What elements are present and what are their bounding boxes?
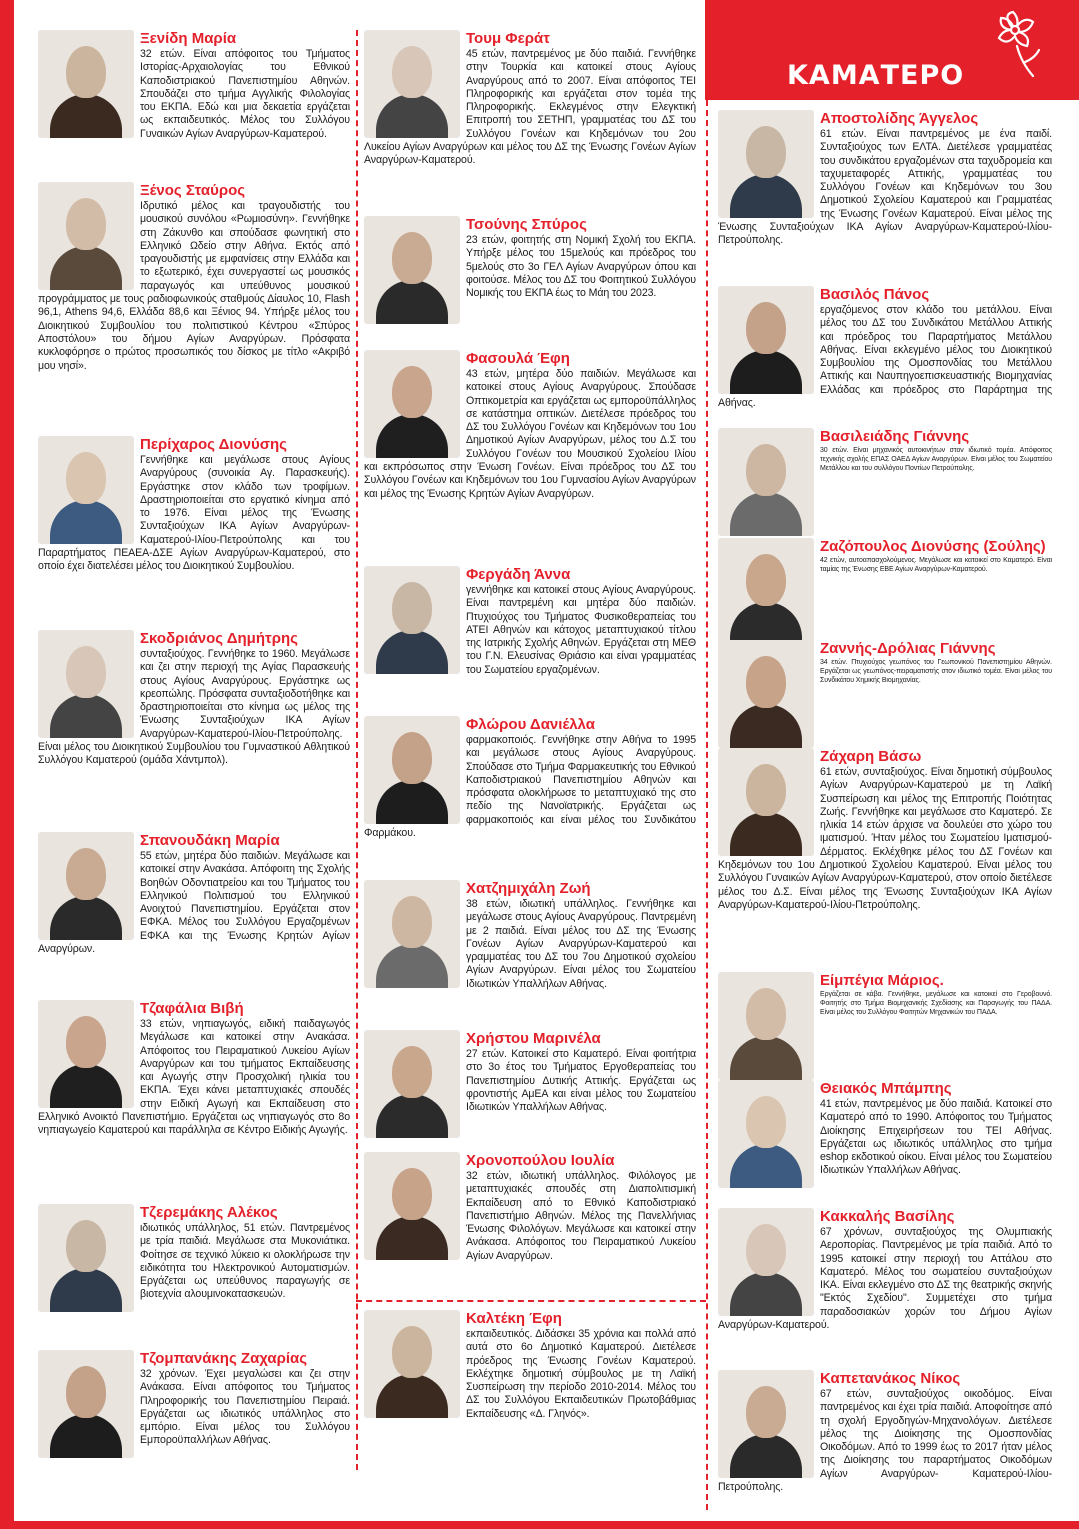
- candidate-bio: 38 ετών, ιδιωτική υπάλληλος. Γεννήθηκε και μεγάλωσε στους Αγίους Αναργύρους. Παντρεμένη με 2 παιδιά. Είναι μέλος του ΔΣ της Ένωσης Γονέων Αγίων Αναργύρων-Καματερού και γραμματέας του ΔΣ του 7ου Δημοτικού σχολείου Αγίων Αναργύρων. Είναι μέλος του Σωματείου Ιδιωτικών Υπαλλήλων Αθήνας.: [466, 898, 696, 990]
- candidate-photo: [38, 436, 134, 544]
- candidate-bio: 61 ετών, συνταξιούχος. Είναι δημοτική σύμβουλος Αγίων Αναργύρων-Καματερού με τη Λαϊκή Συσπείρωση και μέλος της Επιτροπής Ποιότητας Ζωής. Γεννήθηκε και μεγάλωσε στο Καματερό. Σε ηλικία 14 ετών άρχισε να δουλεύει στο χώρο του ιματισμού. Ήταν μέλος του Σωματείου Ιματισμού-Δέρματος. Εκλέχθηκε μέλος του ΔΣ Γονέων και Κηδεμόνων του 1ου Δημοτικού Σχολείου Καματερού. Είναι μέλος του Συλλόγου Γυναικών Αγίων Αναργύρων-Καματερού, στον οποίο διετέλεσε μέλος του Δ.Σ. Είναι μέλος της Ένωσης Συνταξιούχων ΙΚΑ Αγίων Αναργύρων-Καματερού-Ιλίου-Πετρούπολης.: [718, 766, 1052, 911]
- candidate-name: Βασιλειάδης Γιάννης: [820, 428, 970, 445]
- candidate-photo: [364, 216, 460, 324]
- candidate-bio: 67 ετών, συνταξιούχος οικοδόμος. Είναι παντρεμένος και έχει τρία παιδιά. Αποφοίτησε από τη σχολή Εργοδηγών-Μηχανολόγων. Διετέλεσε μέλος της Διοίκησης της Ομοσπονδίας Οικοδόμων. Από το 1999 έως το 2017 ήταν μέλος της Διοίκησης του παραρτήματος Οικοδόμων Αγίων Αναργύρων- Καματερού-Ιλίου-Πετρούπολης.: [718, 1388, 1052, 1494]
- candidate-photo: [718, 1370, 814, 1478]
- candidate-bio: 27 ετών. Κατοικεί στο Καματερό. Είναι φοιτήτρια στο 3ο έτος του Τμήματος Εργοθεραπείας του Πανεπιστημίου Δυτικής Αττικής. Εργάζεται ως φροντιστής ΑμΕΑ και είναι μέλος του Σωματείου Ιδιωτικών Υπαλλήλων Αθήνας.: [466, 1048, 696, 1114]
- candidate-card: [718, 748, 1052, 912]
- candidate-bio: Εργάζεται σε κάβα. Γεννήθηκε, μεγάλωσε και κατοικεί στο Γεροβουνό. Φοιτητής στο Τμήμα Βιομηχανικής Σχεδίασης και Παραγωγής του ΠΑΔΑ. Είναι μέλος του Συλλόγου Φοιτητών Μηχανικών του ΠΑΔΑ.: [820, 991, 1052, 1017]
- candidate-photo: [718, 428, 814, 536]
- candidate-card: [364, 216, 696, 326]
- candidate-photo: [718, 1208, 814, 1316]
- candidate-card: [718, 538, 1052, 648]
- candidate-name: Βασιλός Πάνος: [820, 286, 930, 303]
- candidate-card: [718, 1080, 1052, 1190]
- candidate-bio: γεννήθηκε και κατοικεί στους Αγίους Αναργύρους. Είναι παντρεμένη και μητέρα δύο παιδιών. Πτυχιούχος του Τμήματος Φυσικοθεραπείας του ΑΤΕΙ Αθηνών και κάτοχος μεταπτυχιακού τίτλου της Ιατρικής Σχολής Αθηνών. Εργάζεται στη ΜΕΘ του Γ.Ν. Ελευσίνας Θριάσιο και είναι γραμματέας του Σωματείου εργαζομένων.: [466, 584, 696, 676]
- candidate-name: Αποστολίδης Άγγελος: [820, 110, 979, 127]
- candidate-photo: [364, 880, 460, 988]
- candidate-bio: 67 χρόνων, συνταξιούχος της Ολυμπιακής Αεροπορίας. Παντρεμένος με τρία παιδιά. Από το 1995 κατοικεί στην περιοχή του Αττάλου στο Καματερό. Μέλος του σωματείου συνταξιούχων ΙΚΑ. Είναι εκλεγμένο στο ΔΣ της θεατρικής σκηνής "Εκτός Σχεδίου". Συμμετέχει στο τμήμα παραδοσιακών χορών του Δήμου Αγίων Αναργύρων-Καματερού.: [718, 1226, 1052, 1332]
- candidate-card: [38, 1204, 350, 1314]
- candidate-card: [364, 350, 696, 501]
- candidate-photo: [38, 182, 134, 290]
- candidate-photo: [364, 1030, 460, 1138]
- candidate-name: Τζομπανάκης Ζαχαρίας: [140, 1350, 308, 1367]
- candidate-bio: εργαζόμενος στον κλάδο του μετάλλου. Είναι μέλος του ΔΣ του Συνδικάτου Μετάλλου Αττικής και πρόεδρος του Παραρτήματος Μετάλλου Αθήνας. Είναι εκλεγμένο μέλος του Διοικητικού Συμβουλίου της Ομοσπονδίας του Μετάλλου Αττικής και Ναυπηγοεπισκευαστικής Βιομηχανίας Ελλάδας και πρόεδρος στο Παράρτημα της Αθήνας.: [718, 304, 1052, 410]
- candidate-bio: 41 ετών, παντρεμένος με δύο παιδιά. Κατοικεί στο Καματερό από το 1990. Απόφοιτος του Τμήματος Διοίκησης Επιχειρήσεων του ΤΕΙ Αθήνας. Εργάζεται ως ιδιωτικός υπάλληλος στο τμήμα eshop εκδοτικού οίκου. Είναι μέλος του Σωματείου Ιδιωτικών Υπαλλήλων Αθήνας.: [820, 1098, 1052, 1177]
- candidate-card: [38, 1350, 350, 1460]
- candidate-name: Τουμ Φεράτ: [466, 30, 550, 47]
- candidate-name: Ξένος Σταύρος: [140, 182, 246, 199]
- candidate-bio: 32 ετών, ιδιωτική υπάλληλος. Φιλόλογος με μεταπτυχιακές σπουδές στη Διαπολιτισμική Εκπαίδευση από το Εθνικό Καποδιστριακό Πανεπιστήμιο Αθηνών. Μέλος της Πανελλήνιας Ένωσης Φιλολόγων. Μεγάλωσε και κατοικεί στην Ανάκασα. Απόφοιτος του Πειραματικού Λυκείου Αγίων Αναργύρων.: [466, 1170, 696, 1262]
- candidate-photo: [38, 30, 134, 138]
- column-divider: [356, 30, 358, 1470]
- section-title: ΚΑΜΑΤΕΡΟ: [787, 60, 965, 91]
- candidate-name: Σπανουδάκη Μαρία: [140, 832, 280, 849]
- candidate-card: [718, 972, 1052, 1082]
- candidate-card: [38, 832, 350, 956]
- candidate-name: Σκοδριάνος Δημήτρης: [140, 630, 298, 647]
- candidate-card: [364, 1310, 696, 1421]
- candidate-name: Τζερεμάκης Αλέκος: [140, 1204, 278, 1221]
- candidate-photo: [718, 972, 814, 1080]
- candidate-card: [364, 30, 696, 168]
- candidate-photo: [364, 350, 460, 458]
- candidate-name: Είμπέγια Μάριος.: [820, 972, 944, 989]
- candidate-name: Φασουλά Έφη: [466, 350, 570, 367]
- candidate-photo: [38, 1204, 134, 1312]
- candidate-bio: 23 ετών, φοιτητής στη Νομική Σχολή του ΕΚΠΑ. Υπήρξε μέλος του 15μελούς και πρόεδρος του 5μελούς στο 3ο ΓΕΛ Αγίων Αναργύρων όπου και φοιτούσε. Μέλος του ΔΣ του Φοιτητικού Συλλόγου Νομικής του ΕΚΠΑ έως το Μάη του 2023.: [466, 234, 696, 300]
- candidate-card: [38, 1000, 350, 1138]
- candidate-name: Τσούνης Σπύρος: [466, 216, 587, 233]
- candidate-bio: Γεννήθηκε και μεγάλωσε στους Αγίους Αναργύρους (συνοικία Αγ. Παρασκευής). Εργάστηκε στον κλάδο των τροφίμων. Δραστηριοποιείται στο εργατικό κίνημα από το 1976. Είναι μέλος της Ένωσης Συνταξιούχων ΙΚΑ Αγίων Αναργύρων-Καματερού-Ιλίου-Πετρούπολης και του Παραρτήματος ΠΕΑΕΑ-ΔΣΕ Αγίων Αναργύρων-Καματερού, στο οποίο έχει διατελέσει μέλος του Διοικητικού Συμβουλίου.: [38, 454, 350, 573]
- carnation-icon: [973, 6, 1053, 86]
- candidate-photo: [364, 30, 460, 138]
- candidate-bio: 30 ετών. Είναι μηχανικός αυτοκινήτων στον ιδιωτικό τομέα. Απόφοιτος τεχνικής σχολής ΕΠΑΣ ΟΑΕΔ Αγίων Αναργύρων. Είναι μέλος του Σωματείου Μετάλλου και του συλλόγου Ποντίων Πετρούπολης.: [820, 447, 1052, 473]
- candidate-bio: 55 ετών, μητέρα δύο παιδιών. Μεγάλωσε και κατοικεί στην Ανακάσα. Απόφοιτη της Σχολής Βοηθών Οδοντιατρείου και του Τμήματος του Ελληνικού Πολιτισμού του Ελληνικού Ανοιχτού Πανεπιστημίου. Εργάζεται στον ΕΦΚΑ. Μέλος του Συλλόγου Εργαζομένων ΕΦΚΑ και της Ένωσης Κρητών Αγίων Αναργύρων.: [38, 850, 350, 956]
- candidate-photo: [38, 1000, 134, 1108]
- candidate-bio: 32 ετών. Είναι απόφοιτος του Τμήματος Ιστορίας-Αρχαιολογίας του Εθνικού Καποδιστριακού Πανεπιστημίου Αθηνών. Σπουδάζει στο τμήμα Αγγλικής Φιλολογίας του ΕΚΠΑ. Εδώ και μια δεκαετία εργάζεται ως εκπαιδευτικός. Μέλος του Συλλόγου Γυναικών Αγίων Αναργύρων-Καματερού.: [140, 48, 350, 140]
- candidate-photo: [718, 1080, 814, 1188]
- candidate-card: [38, 630, 350, 768]
- candidate-name: Θειακός Μπάμπης: [820, 1080, 952, 1097]
- candidate-card: [364, 716, 696, 840]
- candidate-name: Ξενίδη Μαρία: [140, 30, 237, 47]
- candidate-card: [364, 880, 696, 991]
- candidate-card: [718, 1208, 1052, 1332]
- candidate-card: [364, 566, 696, 677]
- candidate-photo: [38, 1350, 134, 1458]
- candidate-name: Χρονοπούλου Ιουλία: [466, 1152, 615, 1169]
- candidate-photo: [718, 748, 814, 856]
- candidate-name: Καπετανάκος Νίκος: [820, 1370, 961, 1387]
- candidate-photo: [364, 1310, 460, 1418]
- row-divider: [356, 1300, 706, 1302]
- candidate-name: Περίχαρος Διονύσης: [140, 436, 287, 453]
- candidate-bio: Ιδρυτικό μέλος και τραγουδιστής του μουσικού συνόλου «Ρωμιοσύνη». Γεννήθηκε στη Ζάκυνθο και σπούδασε φωνητική στο Ελληνικό Ωδείο στην Αθήνα. Εκτός από τραγουδιστής με εμφανίσεις στην Ελλάδα και το εξωτερικό, έχει συνεργαστεί ως μουσικός παραγωγός και υπεύθυνος μουσικού προγράμματος με τους ραδιοφωνικούς σταθμούς Δίαυλος 10, Flash 96,1, Athens 94,6, Ελλάδα 88,6 και Ξένιος 94. Υπήρξε μέλος του Διοικητικού Συμβουλίου του πολιτιστικού Κέντρου «Σπύρος Αποστόλου» του δήμου Αγίων Αναργύρων. Πρόσφατα κυκλοφόρησε ο πρώτος προσωπικός του δίσκος με τίτλο «Ακριβό μου νησί».: [38, 200, 350, 372]
- candidate-bio: φαρμακοποιός. Γεννήθηκε στην Αθήνα το 1995 και μεγάλωσε στους Αγίους Αναργύρους. Σπούδασε στο Τμήμα Φαρμακευτικής του Εθνικού Καποδιστριακού Πανεπιστημίου Αθηνών και πρόσφατα ολοκλήρωσε το μεταπτυχιακό της στο πεδίο της Νανοϊατρικής. Εργάζεται ως φαρμακοποιός και είναι μέλος του Συνδικάτου Φαρμάκου.: [364, 734, 696, 840]
- candidate-name: Ζαζόπουλος Διονύσης (Σούλης): [820, 538, 1046, 555]
- section-header: [705, 0, 1079, 100]
- candidate-photo: [364, 716, 460, 824]
- candidate-photo: [718, 286, 814, 394]
- candidate-name: Φεργάδη Άννα: [466, 566, 571, 583]
- candidate-bio: εκπαιδευτικός. Διδάσκει 35 χρόνια και πολλά από αυτά στο 6ο Δημοτικό Καματερού. Διετέλεσε πρόεδρος της Ένωσης Γονέων Καματερού. Εκλέχτηκε δημοτική σύμβουλος με τη Λαϊκή Συσπείρωση την περίοδο 2010-2014. Μέλος του ΔΣ του Συλλόγου Εκπαιδευτικών Πρωτοβάθμιας Εκπαίδευσης «Δ. Γληνός».: [466, 1328, 696, 1420]
- candidate-name: Φλώρου Δανιέλλα: [466, 716, 595, 733]
- candidate-card: [718, 110, 1052, 248]
- bottom-red-border: [0, 1521, 1079, 1529]
- candidate-bio: συνταξιούχος. Γεννήθηκε το 1960. Μεγάλωσε και ζει στην περιοχή της Αγίας Παρασκευής στους Αγίους Αναργύρους. Εργάστηκε ως κρεοπώλης. Πρόσφατα συνταξιοδοτήθηκε και δραστηριοποιείται στο κίνημα ως μέλος της Ένωσης Συνταξιούχων ΙΚΑ Αγίων Αναργύρων-Καματερού-Ιλίου-Πετρούπολης. Είναι μέλος του Διοικητικού Συμβουλίου του Γυμναστικού Αθλητικού Συλλόγου Καματερού (ομάδα Χάντμπολ).: [38, 648, 350, 767]
- candidate-name: Χρήστου Μαρινέλα: [466, 1030, 601, 1047]
- candidate-photo: [718, 110, 814, 218]
- candidate-photo: [364, 566, 460, 674]
- candidate-bio: 34 ετών. Πτυχιούχος γεωπόνος του Γεωπονικού Πανεπιστημίου Αθηνών. Εργάζεται ως γεωπόνος-πειραματιστής στον ιδιωτικό τομέα. Είναι μέλος του Συνδικάτου Χημικής Βιομηχανίας.: [820, 659, 1052, 685]
- candidate-card: [38, 436, 350, 574]
- candidate-bio: 61 ετών. Είναι παντρεμένος με ένα παιδί. Συνταξιούχος των ΕΛΤΑ. Διετέλεσε γραμματέας του συνδικάτου εργαζομένων στα ταχυδρομεία και ταχυμεταφορές Αττικής, γραμματέας του Συλλόγου Γονέων και Κηδεμόνων του 3ου Δημοτικού Σχολείου Καματερού και Γραμματέας της Ένωσης Γονέων Καματερού. Είναι μέλος της Ένωσης Συνταξιούχων ΙΚΑ Αγίων Αναργύρων-Καματερού-Ιλίου-Πετρούπολης.: [718, 128, 1052, 247]
- candidate-name: Κακκαλής Βασίλης: [820, 1208, 955, 1225]
- candidate-bio: 32 χρόνων. Έχει μεγαλώσει και ζει στην Ανάκασα. Είναι απόφοιτος του Τμήματος Πληροφορικής του Πανεπιστημίου Πειραιά. Εργάζεται ως ιδιωτικός υπάλληλος στο εμπόριο. Είναι μέλος του Συλλόγου Εμποροϋπαλλήλων Αθήνας.: [140, 1368, 350, 1447]
- candidate-card: [364, 1152, 696, 1263]
- left-red-border: [0, 0, 14, 1529]
- candidate-name: Τζαφάλια Βιβή: [140, 1000, 244, 1017]
- candidate-name: Καλτέκη Έφη: [466, 1310, 562, 1327]
- candidate-card: [718, 286, 1052, 410]
- column-divider: [706, 100, 708, 1510]
- candidate-card: [38, 182, 350, 373]
- candidate-name: Χατζημιχάλη Ζωή: [466, 880, 591, 897]
- candidate-card: [364, 1030, 696, 1140]
- candidate-photo: [38, 630, 134, 738]
- candidate-bio: ιδιωτικός υπάλληλος, 51 ετών. Παντρεμένος με τρία παιδιά. Μεγάλωσε στα Μυκονιάτικα. Φοίτησε σε τεχνικό λύκειο κι ολοκλήρωσε την ειδικότητα του Ηλεκτρονικού Αυτοματισμών. Εργάζεται ως υπεύθυνος παραγωγής σε βιοτεχνία αλουμινοκατασκευών.: [140, 1222, 350, 1301]
- candidate-card: [718, 428, 1052, 538]
- candidate-photo: [718, 640, 814, 748]
- candidate-bio: 45 ετών, παντρεμένος με δύο παιδιά. Γεννήθηκε στην Τουρκία και κατοικεί στους Αγίους Αναργύρους από το 2007. Είναι απόφοιτος ΤΕΙ Πληροφορικής και εργάζεται στον τομέα της Πληροφορικής. Εκλεγμένος στην Ελεγκτική Επιτροπή του ΣΕΤΗΠ, γραμματέας του ΔΣ του Συλλόγου Γονέων και Κηδεμόνων του 2ου Λυκείου Αγίων Αναργύρων και μέλος του ΔΣ της Ένωσης Γονέων Αγίων Αναργύρων-Καματερού.: [364, 48, 696, 167]
- candidate-name: Ζάχαρη Βάσω: [820, 748, 922, 765]
- candidate-card: [38, 30, 350, 141]
- candidate-name: Ζαννής-Δρόλιας Γιάννης: [820, 640, 996, 657]
- candidate-card: [718, 640, 1052, 750]
- candidate-bio: 43 ετών, μητέρα δύο παιδιών. Μεγάλωσε και κατοικεί στους Αγίους Αναργύρους. Σπούδασε Οπτικομετρία και εργάζεται ως εμποροϋπάλληλος σε κατάστημα οπτικών. Διετέλεσε πρόεδρος του ΔΣ του Συλλόγου Γονέων και Κηδεμόνων του 1ου Δημοτικού Αγίων Αναργύρων, μέλος του Δ.Σ του Συλλόγου Γονέων του Μουσικού Σχολείου Ιλίου και εκπρόσωπος στην Ένωση Γονέων. Είναι πρόεδρος του ΔΣ του Συλλόγου Γονέων και Κηδεμόνων του 1ου Γυμνασίου Αγίων Αναργύρων και μέλος της Ένωσης Κρητών Αγίων Αναργύρων.: [364, 368, 696, 500]
- candidate-bio: 33 ετών, νηπιαγωγός, ειδική παιδαγωγός Μεγάλωσε και κατοικεί στην Ανακάσα. Απόφοιτος του Πειραματικού Λυκείου Αγίων Αναργύρων και του τμήματος Εκπαίδευσης και Αγωγής στην Προσχολική ηλικία του ΕΚΠΑ. Έχει κάνει μεταπτυχιακές σπουδές στην Ειδική Αγωγή και Εκπαίδευση στο Ελληνικό Ανοικτό Πανεπιστήμιο. Εργάζεται ως νηπιαγωγός στο 8ο νηπιαγωγείο Καματερού και παράλληλα σε Κέντρο Ειδικής Αγωγής.: [38, 1018, 350, 1137]
- candidate-photo: [38, 832, 134, 940]
- candidate-photo: [364, 1152, 460, 1260]
- candidate-bio: 42 ετών, αυτοαπασχολούμενος. Μεγάλωσε και κατοικεί στο Καματερό. Είναι ταμίας της Ένωσης ΕΒΕ Αγίων Αναργύρων-Καματερού.: [820, 557, 1052, 574]
- candidate-card: [718, 1370, 1052, 1494]
- candidate-photo: [718, 538, 814, 646]
